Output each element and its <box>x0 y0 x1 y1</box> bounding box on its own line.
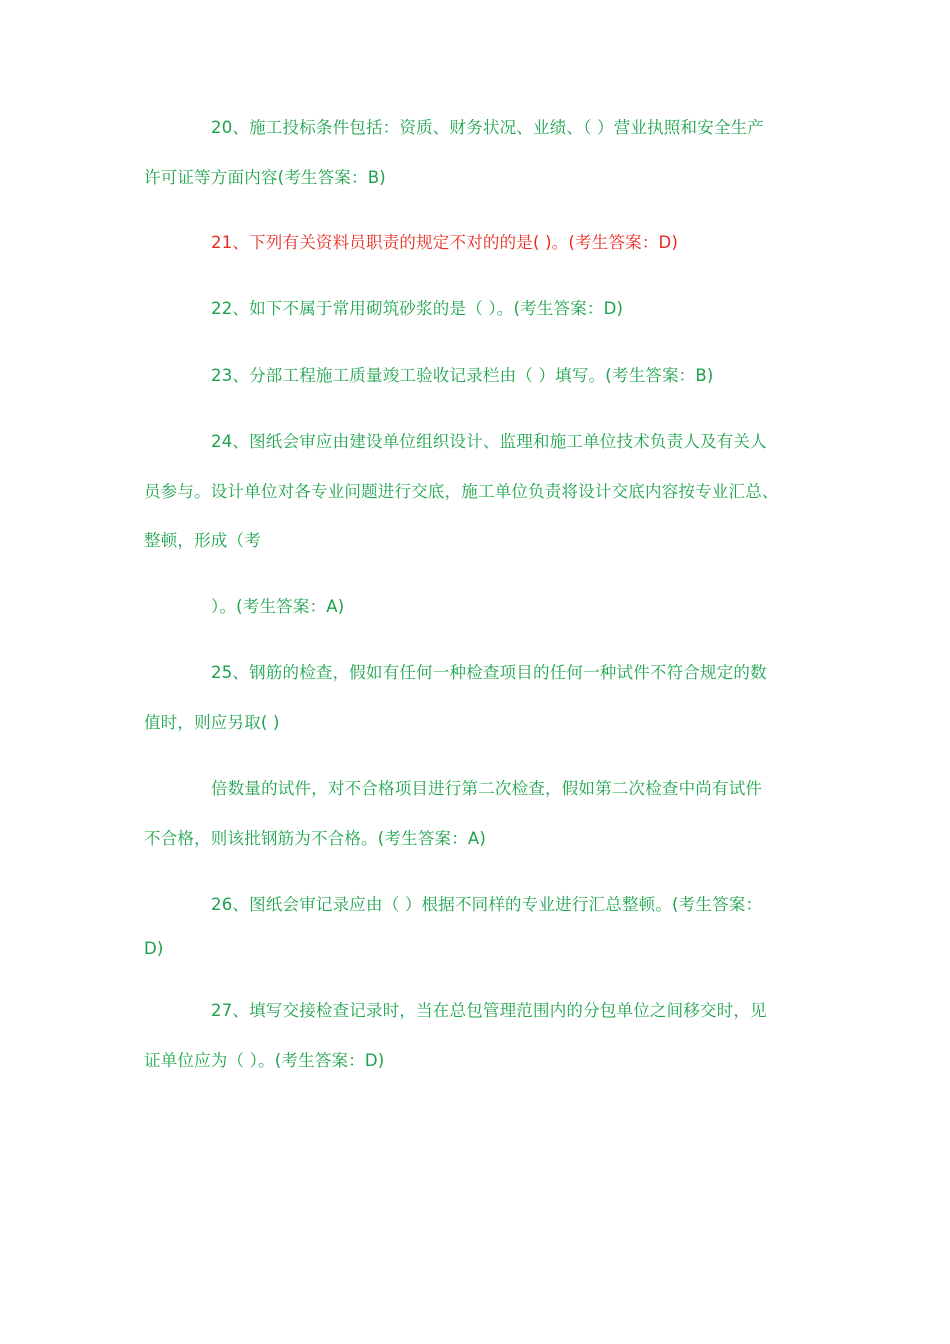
question-21-line-1: 21、下列有关资料员职责的规定不对的的是( )。(考生答案：D) <box>211 233 679 252</box>
question-20-line-1: 20、施工投标条件包括：资质、财务状况、业绩、（ ）营业执照和安全生产 <box>211 118 764 137</box>
question-24-line-4: ）。(考生答案：A) <box>211 597 345 616</box>
question-22-line-1: 22、如下不属于常用砌筑砂浆的是（ ）。(考生答案：D) <box>211 299 624 318</box>
question-20-line-2: 许可证等方面内容(考生答案：B) <box>144 168 386 187</box>
question-26-line-2: D) <box>144 939 164 958</box>
question-26-line-1: 26、图纸会审记录应由（ ）根据不同样的专业进行汇总整顿。(考生答案： <box>211 895 763 914</box>
question-24-line-2: 员参与。设计单位对各专业问题进行交底，施工单位负责将设计交底内容按专业汇总、 <box>144 482 779 501</box>
question-27-line-2: 证单位应为（ ）。(考生答案：D) <box>144 1051 385 1070</box>
question-25-line-4: 不合格，则该批钢筋为不合格。(考生答案：A) <box>144 829 487 848</box>
question-25-line-1: 25、钢筋的检查，假如有任何一种检查项目的任何一种试件不符合规定的数 <box>211 663 767 682</box>
question-23-line-1: 23、分部工程施工质量竣工验收记录栏由（ ）填写。(考生答案：B) <box>211 366 714 385</box>
question-24-line-1: 24、图纸会审应由建设单位组织设计、监理和施工单位技术负责人及有关人 <box>211 432 767 451</box>
question-25-line-3: 倍数量的试件，对不合格项目进行第二次检查，假如第二次检查中尚有试件 <box>211 779 763 798</box>
question-27-line-1: 27、填写交接检查记录时，当在总包管理范围内的分包单位之间移交时，见 <box>211 1001 767 1020</box>
question-24-line-3: 整顿，形成（考 <box>144 531 261 550</box>
question-25-line-2: 值时，则应另取( ) <box>144 713 280 732</box>
